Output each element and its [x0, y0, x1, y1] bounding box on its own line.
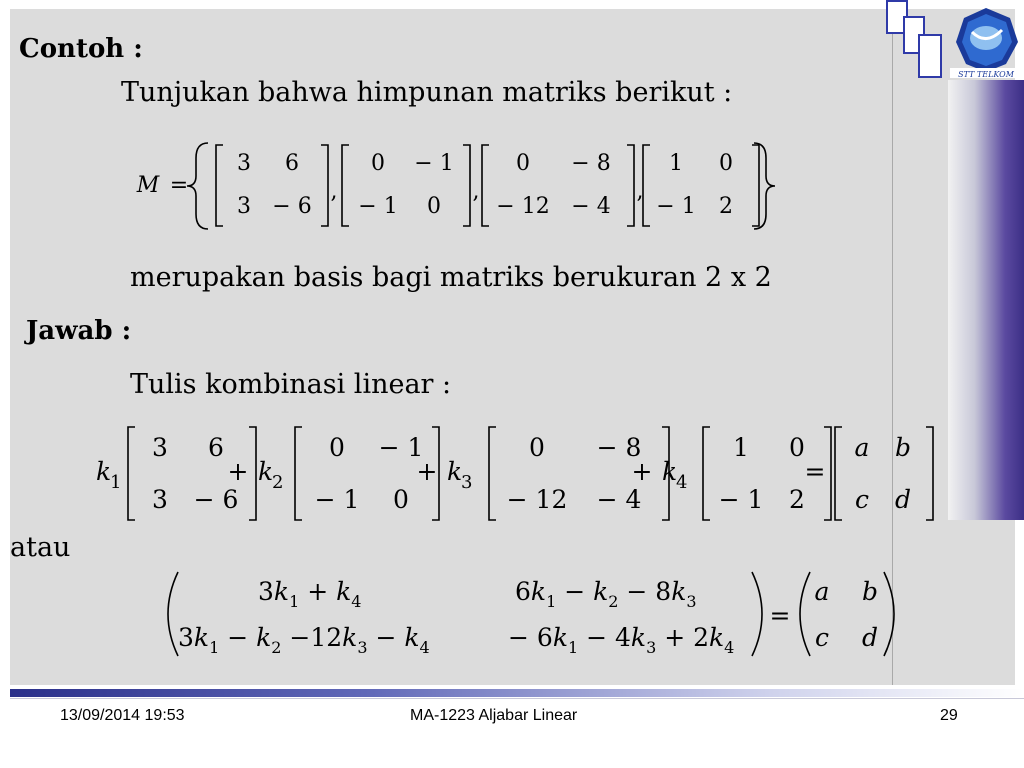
- set-matrix-cell: − 6: [272, 194, 312, 219]
- plus-sign: +: [416, 457, 438, 486]
- combo-matrix-cell: 0: [329, 433, 345, 462]
- set-comma: ,: [636, 179, 644, 204]
- plus-sign: +: [227, 457, 249, 486]
- set-name: M: [136, 173, 160, 198]
- target-matrix-cell: b: [894, 433, 912, 462]
- set-matrix-cell: 3: [237, 194, 251, 219]
- set-matrix-cell: − 1: [414, 151, 454, 176]
- coefficient-k: k: [258, 457, 274, 486]
- combo-matrix-cell: − 4: [596, 485, 642, 514]
- combo-matrix-cell: 1: [733, 433, 749, 462]
- set-matrix-cell: 0: [719, 151, 733, 176]
- coefficient-subscript: 4: [676, 472, 688, 493]
- footer-date: 13/09/2014 19:53: [60, 707, 185, 724]
- footer-divider: [10, 689, 1024, 697]
- combo-matrix-cell: 0: [789, 433, 805, 462]
- target-matrix-cell: d: [894, 485, 912, 514]
- target-cell: c: [814, 623, 830, 652]
- combo-matrix-cell: 0: [393, 485, 409, 514]
- expanded-equals: =: [769, 601, 791, 630]
- expanded-cell-r1c2: $6k_1 - k_2 - 8k_3$: [515, 577, 697, 611]
- footer-course: MA-1223 Aljabar Linear: [410, 707, 578, 724]
- set-matrix-cell: − 12: [496, 194, 550, 219]
- set-matrix-cell: 0: [371, 151, 385, 176]
- coefficient-k: k: [447, 457, 463, 486]
- expanded-right-paren: [752, 572, 762, 656]
- set-matrix-cell: 0: [516, 151, 530, 176]
- set-matrix-cell: − 1: [656, 194, 696, 219]
- set-matrix-cell: − 8: [571, 151, 611, 176]
- set-matrix-cell: − 4: [571, 194, 611, 219]
- expanded-left-paren: [168, 572, 178, 656]
- combo-matrix-cell: − 1: [378, 433, 424, 462]
- combo-matrix-cell: 6: [208, 433, 224, 462]
- set-matrix-cell: 0: [427, 194, 441, 219]
- coefficient-k: k: [96, 457, 112, 486]
- combo-matrix-cell: 2: [789, 485, 805, 514]
- set-equals: =: [169, 173, 189, 198]
- combo-matrix-cell: − 1: [718, 485, 764, 514]
- coefficient-subscript: 2: [272, 472, 284, 493]
- set-matrix-cell: 3: [237, 151, 251, 176]
- basis-statement: merupakan basis bagi matriks berukuran 2 x 2: [130, 262, 772, 293]
- footer-divider-thin: [10, 698, 1024, 699]
- combo-matrix-cell: − 8: [596, 433, 642, 462]
- coefficient-subscript: 1: [110, 472, 122, 493]
- combo-matrix-cell: 3: [152, 485, 168, 514]
- set-matrix-cell: 2: [719, 194, 733, 219]
- expanded-cell-r1c1: $3k_1 + k_4$: [258, 577, 362, 611]
- target-cell: b: [861, 577, 879, 606]
- answer-heading: Jawab :: [26, 316, 132, 346]
- set-comma: ,: [472, 179, 480, 204]
- target-cell: d: [861, 623, 879, 652]
- svg-text:STT TELKOM: STT TELKOM: [958, 70, 1014, 79]
- set-matrix-cell: − 1: [358, 194, 398, 219]
- coefficient-k: k: [662, 457, 678, 486]
- combo-matrix-cell: − 1: [314, 485, 360, 514]
- combo-matrix-cell: − 6: [193, 485, 239, 514]
- combo-matrix-cell: − 12: [506, 485, 568, 514]
- target-right-paren: [884, 572, 894, 656]
- set-matrix-cell: 6: [285, 151, 299, 176]
- atau-text: atau: [10, 532, 71, 563]
- target-left-paren: [800, 572, 810, 656]
- target-matrix-cell: c: [854, 485, 870, 514]
- set-comma: ,: [330, 179, 338, 204]
- plus-sign: +: [631, 457, 653, 486]
- set-matrix-cell: 1: [669, 151, 683, 176]
- expanded-cell-r2c2: − $6k_1 - 4k_3 + 2k_4$: [508, 623, 735, 657]
- combo-matrix-cell: 0: [529, 433, 545, 462]
- instruction-text: Tunjukan bahwa himpunan matriks berikut :: [121, 77, 733, 108]
- expanded-cell-r2c1: $3k_1 - k_2 -12k_3 - k_4$: [178, 623, 430, 657]
- coefficient-subscript: 3: [461, 472, 473, 493]
- example-heading: Contoh :: [19, 34, 143, 64]
- equals-sign: =: [804, 457, 826, 486]
- target-cell: a: [814, 577, 830, 606]
- footer-page-number: 29: [940, 707, 958, 724]
- target-matrix-cell: a: [854, 433, 870, 462]
- step-text: Tulis kombinasi linear :: [130, 369, 452, 400]
- combo-matrix-cell: 3: [152, 433, 168, 462]
